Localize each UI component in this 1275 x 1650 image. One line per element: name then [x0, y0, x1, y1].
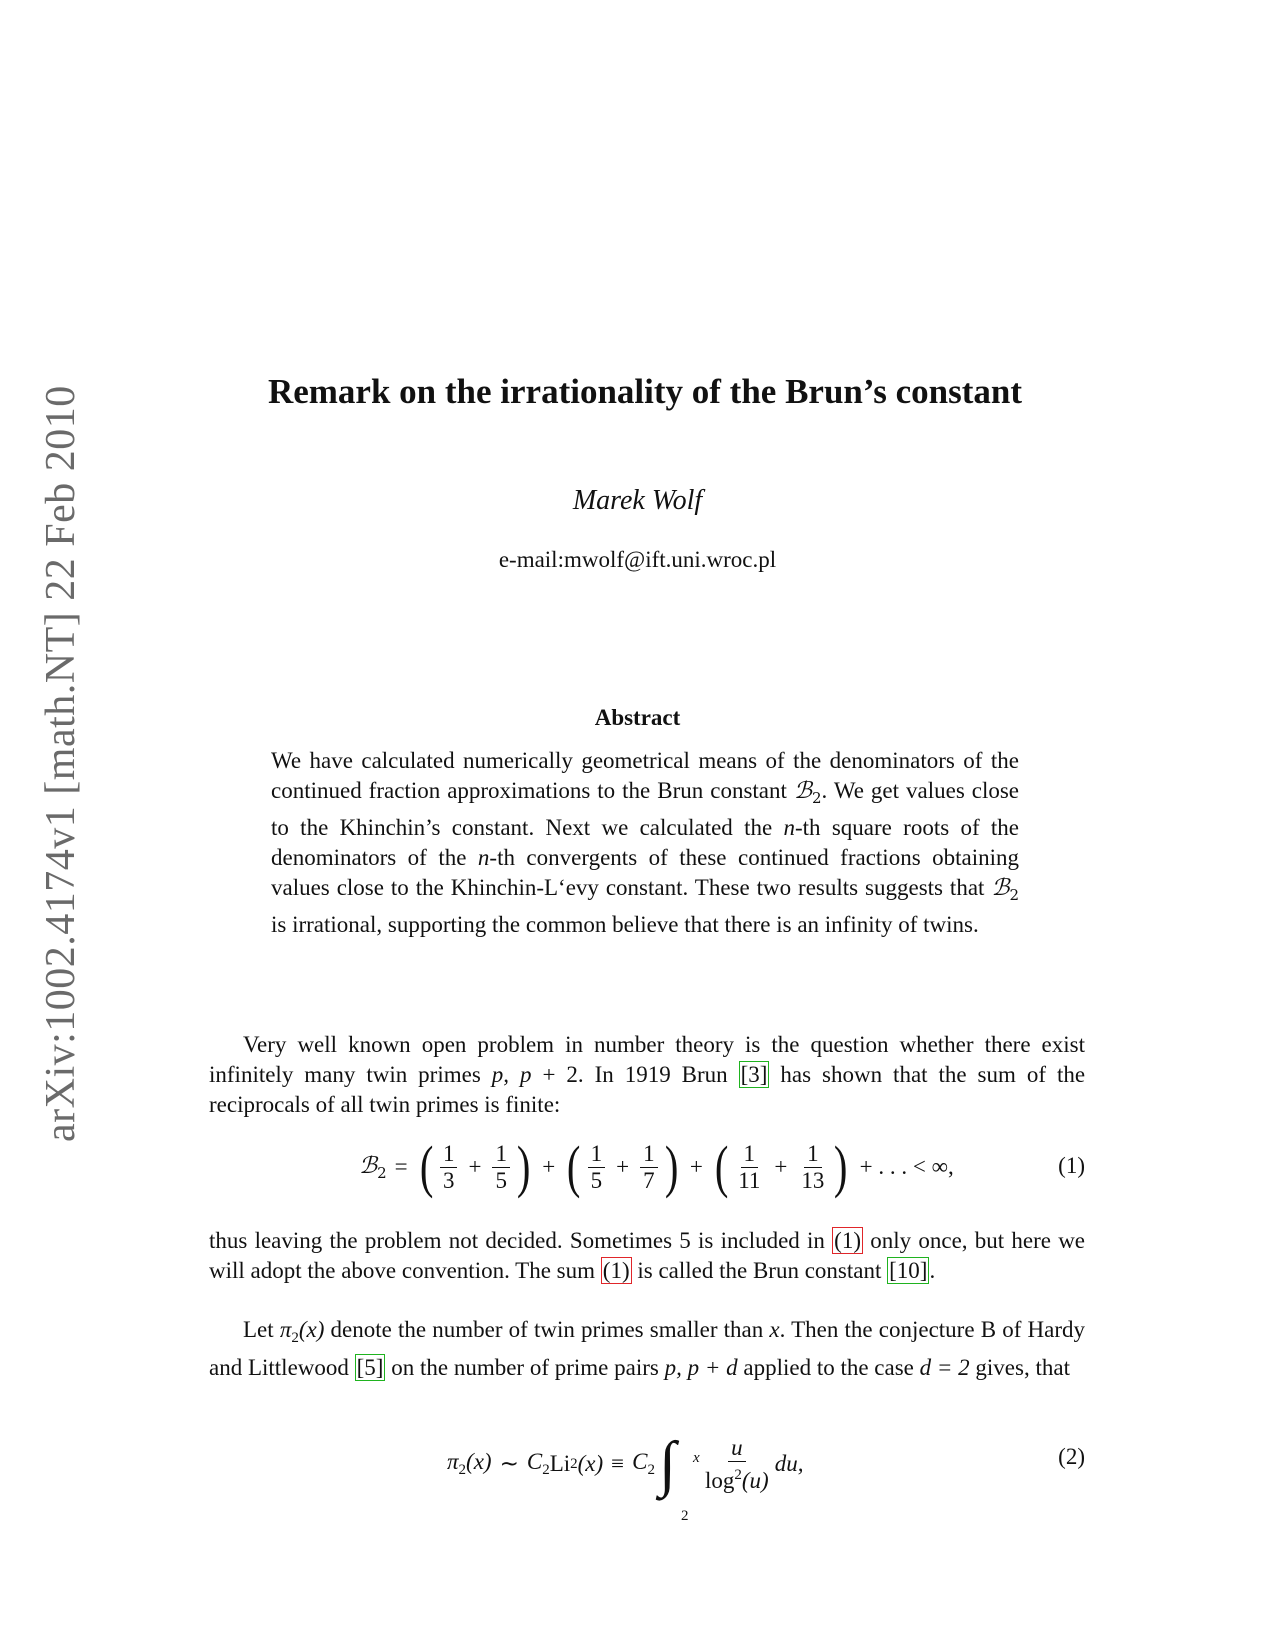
math-n: n: [783, 815, 795, 840]
fraction: $\frac{1}{11}$: [738, 1140, 761, 1193]
equation-link-1[interactable]: (1): [834, 1228, 861, 1253]
math-prime-pair: p, p + d: [664, 1355, 738, 1380]
eq1-lhs: ℬ$_2$: [359, 1152, 387, 1182]
citation-link-5[interactable]: [5]: [356, 1355, 384, 1380]
abstract-body: We have calculated numerically geometrical means of the denominators of the continued fraction approximations to the Brun constant ℬ$_2$. We get values close to the Khinchin’s constant. Next we calculated the n-th square roots of the denominators of the n-th convergents of these continued fractions obtaining values close to the Khinchin-L‘evy constant. These two results suggests that ℬ$_2$ is irrational, supporting the common believe that there is an infinity of twins.: [271, 748, 1020, 937]
abstract-heading: Abstract: [594, 705, 681, 730]
brun-constant-symbol: ℬ$_2$: [793, 778, 822, 807]
eq2-lhs: $\pi_2(x)$: [447, 1449, 492, 1478]
fraction: $\frac{1}{5}$: [492, 1141, 510, 1194]
equation-1: ℬ$_2$ = ( $\frac{1}{3}$ + $\frac{1}{5}$ ) + ( $\frac{1}{5}$ + $\frac{1}{7}$ ) + ( $\frac{1}{11}$ + $\frac{1}{13}$ ) + . . . < ∞, (1): [359, 1134, 1085, 1199]
paragraph-hardy-littlewood: Let $\pi_2(x)$ denote the number of twin primes smaller than x. Then the conjecture B of Hardy and Littlewood [5] on the number of prime pairs p, p + d applied to the case d = 2 gives, that: [209, 1317, 1085, 1380]
math-x: x: [769, 1317, 780, 1342]
integrand-fraction: $\frac{u}{\log^2(u)}$: [704, 1434, 769, 1493]
author-email: e-mail:mwolf@ift.uni.wroc.pl: [498, 547, 777, 572]
integral-sign: ∫ x 2: [659, 1430, 700, 1524]
math-pi2-x: $\pi_2(x)$: [279, 1317, 325, 1346]
paper-title: Remark on the irrationality of the Brun’s constant: [267, 372, 1023, 411]
paragraph-brun-constant: thus leaving the problem not decided. Sometimes 5 is included in (1) only once, but here we will adopt the above convention. The sum (1) is called the Brun constant [10].: [209, 1228, 1086, 1283]
fraction: $\frac{1}{7}$: [640, 1141, 658, 1194]
equation-link-1[interactable]: (1): [602, 1258, 630, 1283]
paragraph-intro: Very well known open problem in number theory is the question whether there exist infinitely many twin primes p, p + 2. In 1919 Brun [3] has shown that the sum of the reciprocals of all twin primes is finite:: [209, 1032, 1086, 1117]
fraction: $\frac{1}{3}$: [440, 1141, 458, 1194]
author-name: Marek Wolf: [572, 485, 703, 516]
fraction: $\frac{1}{13}$: [801, 1140, 825, 1193]
citation-link-3[interactable]: [3]: [740, 1062, 768, 1087]
math-case-d: d = 2: [919, 1355, 970, 1380]
math-p-pairs: p, p: [491, 1062, 532, 1087]
equation-number-2: (2): [1058, 1444, 1085, 1469]
arxiv-identifier-stamp: arXiv:1002.4174v1 [math.NT] 22 Feb 2010: [38, 385, 84, 1142]
equation-2: $\pi_2(x)$ ∼ $C_2$ Li 2 (x) ≡ $C_2$ ∫ x 2 $\frac{u}{\log^2(u)}$ du, (2): [447, 1430, 1085, 1524]
brun-constant-symbol: ℬ$_2$: [991, 875, 1019, 904]
citation-link-10[interactable]: [10]: [889, 1258, 928, 1283]
equation-number-1: (1): [1058, 1153, 1085, 1178]
fraction: $\frac{1}{5}$: [588, 1141, 606, 1194]
math-n: n: [477, 845, 490, 870]
